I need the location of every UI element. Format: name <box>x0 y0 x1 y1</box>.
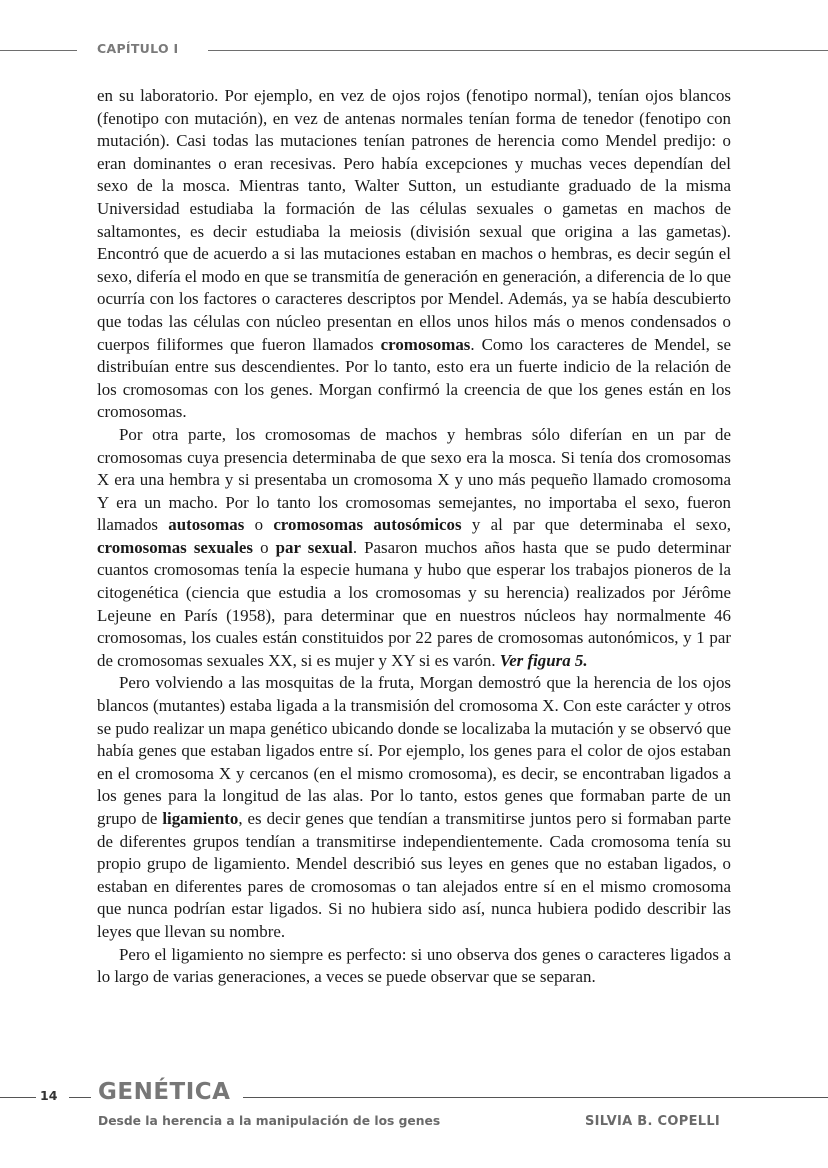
term-ligamiento: ligamiento <box>162 809 239 828</box>
term-cromosomas-sexuales: cromosomas sexuales <box>97 537 253 557</box>
paragraph-1 <box>97 85 731 424</box>
paragraph-4 <box>97 944 731 989</box>
term-autosomas: autosomas <box>168 515 245 535</box>
book-subtitle: Desde la herencia a la manipulación de los genes <box>98 1114 441 1128</box>
text-run: Pero volviendo a las mosquitas de la fruta, Morgan demostró que la herencia de los ojos blancos (mutantes) estaba ligada a la transmisión del cromosoma X. Con este carácter y otros se pudo realizar un mapa genético ubicando donde se localizaba la mutación y se observó que había genes que estaban ligados entre sí. Por ejemplo, los genes para el color de ojos estaban en el cromosoma X y cercanos (en el mismo cromosoma), es decir, se encontraban ligados a los genes para la longitud de las alas. Por lo tanto, estos genes que formaban parte de un grupo de <box>97 673 731 828</box>
text-run: . Pasaron muchos años hasta que se pudo determinar cuantos cromosomas tenía la especie humana y hubo que esperar los trabajos pioneros de la citogenética (ciencia que estudia a los cromosomas y su herencia) realizados por Jérôme Lejeune en París (1958), para determinar que en nuestros núcleos hay normalmente 46 cromosomas, los cuales están constituidos por 22 pares de cromosomas autonómicos, y 1 par de cromosomas sexuales XX, si es mujer y XY si es varón. <box>97 537 731 670</box>
footer-rule-left <box>0 1097 36 1098</box>
chapter-label: CAPÍTULO I <box>97 41 179 56</box>
text-run: , es decir genes que tendían a transmitirse juntos pero si formaban parte de diferentes grupos tendían a transmitirse independientemente. Cada cromosoma tenía su propio grupo de ligamiento. Mendel describió sus leyes en genes que no estaban ligados, o estaban en diferentes pares de cromosomas o tan alejados entre sí en el mismo cromosoma que nunca podrían estar ligados. Si no hubiera sido así, nunca hubiera podido describir las leyes que llevan su nombre. <box>97 809 731 941</box>
text-run: Pero el ligamiento no siempre es perfecto: si uno observa dos genes o caracteres ligados a lo largo de varias generaciones, a veces se puede observar que se separan. <box>97 944 731 987</box>
footer-dash <box>69 1097 91 1098</box>
page-number: 14 <box>40 1088 58 1103</box>
text-run: Por otra parte, los cromosomas de machos y hembras sólo diferían en un par de cromosomas cuya presencia determinaba de que sexo era la mosca. Si tenía dos cromosomas X era una hembra y si presentaba un cromosoma X y uno más pequeño llamado cromosoma Y era un macho. Por lo tanto los cromosomas semejantes, no importaba el sexo, fueron llamados <box>97 424 731 535</box>
body-text <box>97 85 731 989</box>
header-rule-right <box>208 50 828 51</box>
running-footer <box>0 1079 828 1142</box>
book-title: GENÉTICA <box>98 1079 231 1105</box>
text-run: o <box>244 515 274 535</box>
text-run: o <box>252 537 276 557</box>
text-run: en su laboratorio. Por ejemplo, en vez de ojos rojos (fenotipo normal), tenían ojos blancos (fenotipo con mutación), en vez de antenas normales tenían forma de tenedor (fenotipo con mutación). Casi todas las mutaciones tenían patrones de herencia como Mendel predijo: o eran dominantes o eran recesivas. Pero había excepciones y muchas veces dependían del sexo de la mosca. Mientras tanto, Walter Sutton, un estudiante graduado de la misma Universidad estudiaba la formación de las células sexuales o gametas en machos de saltamontes, es decir estudiaba la meiosis (división sexual que origina a las gametas). Encontró que de acuerdo a si las mutaciones estaban en machos o hembras, es decir según el sexo, difería el modo en que se transmitía de generación en generación, a diferencia de lo que ocurría con los factores o caracteres descriptos por Mendel. Además, ya se había descubierto que todas las células con núcleo presentan en ellos unos hilos más o menos condensados o cuerpos filiformes que fueron llamados <box>97 86 731 354</box>
term-cromosomas: cromosomas <box>380 334 471 354</box>
figure-reference: Ver figura 5. <box>499 650 588 670</box>
running-header <box>0 38 828 62</box>
text-run: y al par que determinaba el sexo, <box>461 515 731 535</box>
paragraph-2 <box>97 424 731 673</box>
author-name: SILVIA B. COPELLI <box>585 1114 721 1129</box>
header-rule-left <box>0 50 77 51</box>
term-par-sexual: par sexual <box>275 537 353 557</box>
text-run: . Como los caracteres de Mendel, se distribuían entre sus descendientes. Por lo tanto, esto era un fuerte indicio de la relación de los cromosomas con los genes. Morgan confirmó la creencia de que los genes están en los cromosomas. <box>97 334 731 422</box>
footer-rule-right <box>243 1097 828 1098</box>
term-cromosomas-autosomicos: cromosomas autosómicos <box>273 515 462 535</box>
paragraph-3 <box>97 672 731 943</box>
